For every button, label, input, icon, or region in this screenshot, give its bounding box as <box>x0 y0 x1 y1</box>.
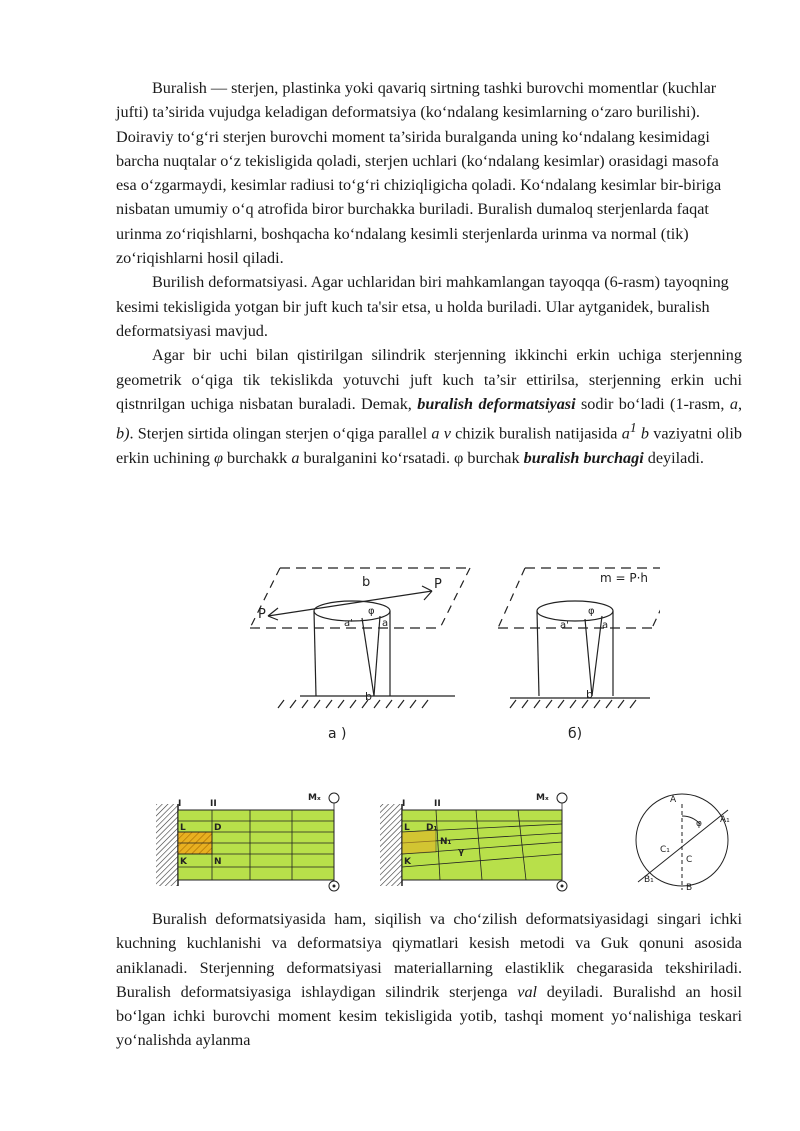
label-p-right: P <box>434 577 442 592</box>
label-phi-left: φ <box>368 606 375 617</box>
label-N-left: N <box>214 857 222 867</box>
page-text-bottom <box>116 907 742 1053</box>
label-gamma-middle: γ <box>458 847 465 857</box>
right-cylinder-sketch <box>498 568 660 708</box>
label-M-left: Mₓ <box>308 793 321 803</box>
label-I-left: I <box>178 799 182 809</box>
label-L-middle: L <box>404 823 410 833</box>
paragraph-4: Buralish deformatsiyasida ham, siqilish va cho‘zilish deformatsiyasidagi singari ichki kuchning kuchlanishi va deformatsiya qiymatlari kesish metodi va Guk qonuni asosida aniklanadi. Sterjenning deformatsiyasi materiallarning elastiklik chegarasida tekshiriladi. Buralish deformatsiyasiga ishlaydigan silindrik sterjenga val deyiladi. Buralishd an hosil bo‘lgan ichki burovchi moment kesim tekisligida yotib, tashqi moment yo‘nalishiga teskari yo‘nalishda aylanma <box>116 910 742 1050</box>
label-A-circle: A <box>670 795 677 805</box>
shear-panel-undeformed <box>156 793 339 891</box>
label-b-bottom-left: b <box>365 690 372 703</box>
label-M-middle: Mₓ <box>536 793 549 803</box>
label-a1-right: a' <box>560 620 569 631</box>
label-I-middle: I <box>402 799 406 809</box>
label-C1-circle: C₁ <box>660 845 670 855</box>
caption-a: a ) <box>328 726 347 742</box>
label-phi-circle: φ <box>696 819 702 829</box>
paragraph-1: Buralish — sterjen, plastinka yoki qavariq sirtning tashki burovchi momentlar (kuchlar jufti) ta’sirida vujudga keladigan deformatsiya (ko‘ndalang kesimlarning o‘zaro burilishi). Doiraviy to‘g‘ri sterjen burovchi moment ta’sirida buralganda uning ko‘ndalang kesimidagi barcha nuqtalar o‘z tekisligida qoladi, sterjen uchlari (ko‘ndalang kesimlar) orasidagi masofa esa o‘zgarmaydi, kesimlar radiusi to‘g‘ri chiziqligicha qoladi. Ko‘ndalang kesimlar bir-biriga nisbatan umumiy o‘q atrofida biror burchakka buriladi. Buralish dumaloq sterjenlarda faqat urinma zo‘riqishlarni, boshqacha ko‘ndalang kesimli sterjenlarda urinma va normal (tik) zo‘riqishlarni hosil qiladi. <box>116 79 722 268</box>
shear-panel-deformed <box>380 793 567 891</box>
label-K-left: K <box>180 857 187 867</box>
label-II-left: II <box>210 799 217 809</box>
label-N1-middle: N₁ <box>440 837 452 847</box>
label-a-left: a <box>382 618 389 629</box>
label-D1-middle: D₁ <box>426 823 438 833</box>
label-p-left: P <box>258 607 266 622</box>
label-b-bottom-right: b <box>586 688 593 701</box>
figure-shear-diagrams <box>150 782 730 892</box>
label-K-middle: K <box>404 857 411 867</box>
label-B-circle: B <box>686 883 693 892</box>
label-L-left: L <box>180 823 186 833</box>
label-b-top: b <box>362 575 371 590</box>
figure-twisted-cylinders <box>240 556 660 746</box>
label-C-circle: C <box>686 855 693 865</box>
label-a1-left: a' <box>344 618 353 629</box>
paragraph-3: Agar bir uchi bilan qistirilgan silindrik sterjenning ikkinchi erkin uchiga sterjenning geometrik o‘qiga tik tekislikda yotuvchi juft kuch ta’sir ettirilsa, sterjenning erkin uchi qistnrilgan uchiga nisbatan buraladi. Demak, buralish deformatsiyasi sodir bo‘ladi (1-rasm, a, b). Sterjen sirtida olingan sterjen o‘qiga parallel a v chizik buralish natijasida $a^1$ b vaziyatni olib erkin uchining φ burchakk a buralganini ko‘rsatadi. φ burchak buralish burchagi deyiladi. <box>116 346 743 467</box>
label-A1-circle: A₁ <box>720 815 730 825</box>
label-D-left: D <box>214 823 222 833</box>
label-B1-circle: B₁ <box>644 875 654 885</box>
paragraph-2: Burilish deformatsiyasi. Agar uchlaridan biri mahkamlangan tayoqqa (6-rasm) tayoqning kesimi tekisligida yotgan bir juft kuch ta'sir etsa, u holda buriladi. Ular aytganidek, buralish deformatsiyasi mavjud. <box>116 273 729 340</box>
label-a-right: a <box>602 620 609 631</box>
label-phi-right: φ <box>588 606 595 617</box>
label-formula: m = P·h <box>600 571 649 585</box>
page-text <box>116 76 742 470</box>
caption-b: б) <box>568 726 583 742</box>
label-II-middle: II <box>434 799 441 809</box>
